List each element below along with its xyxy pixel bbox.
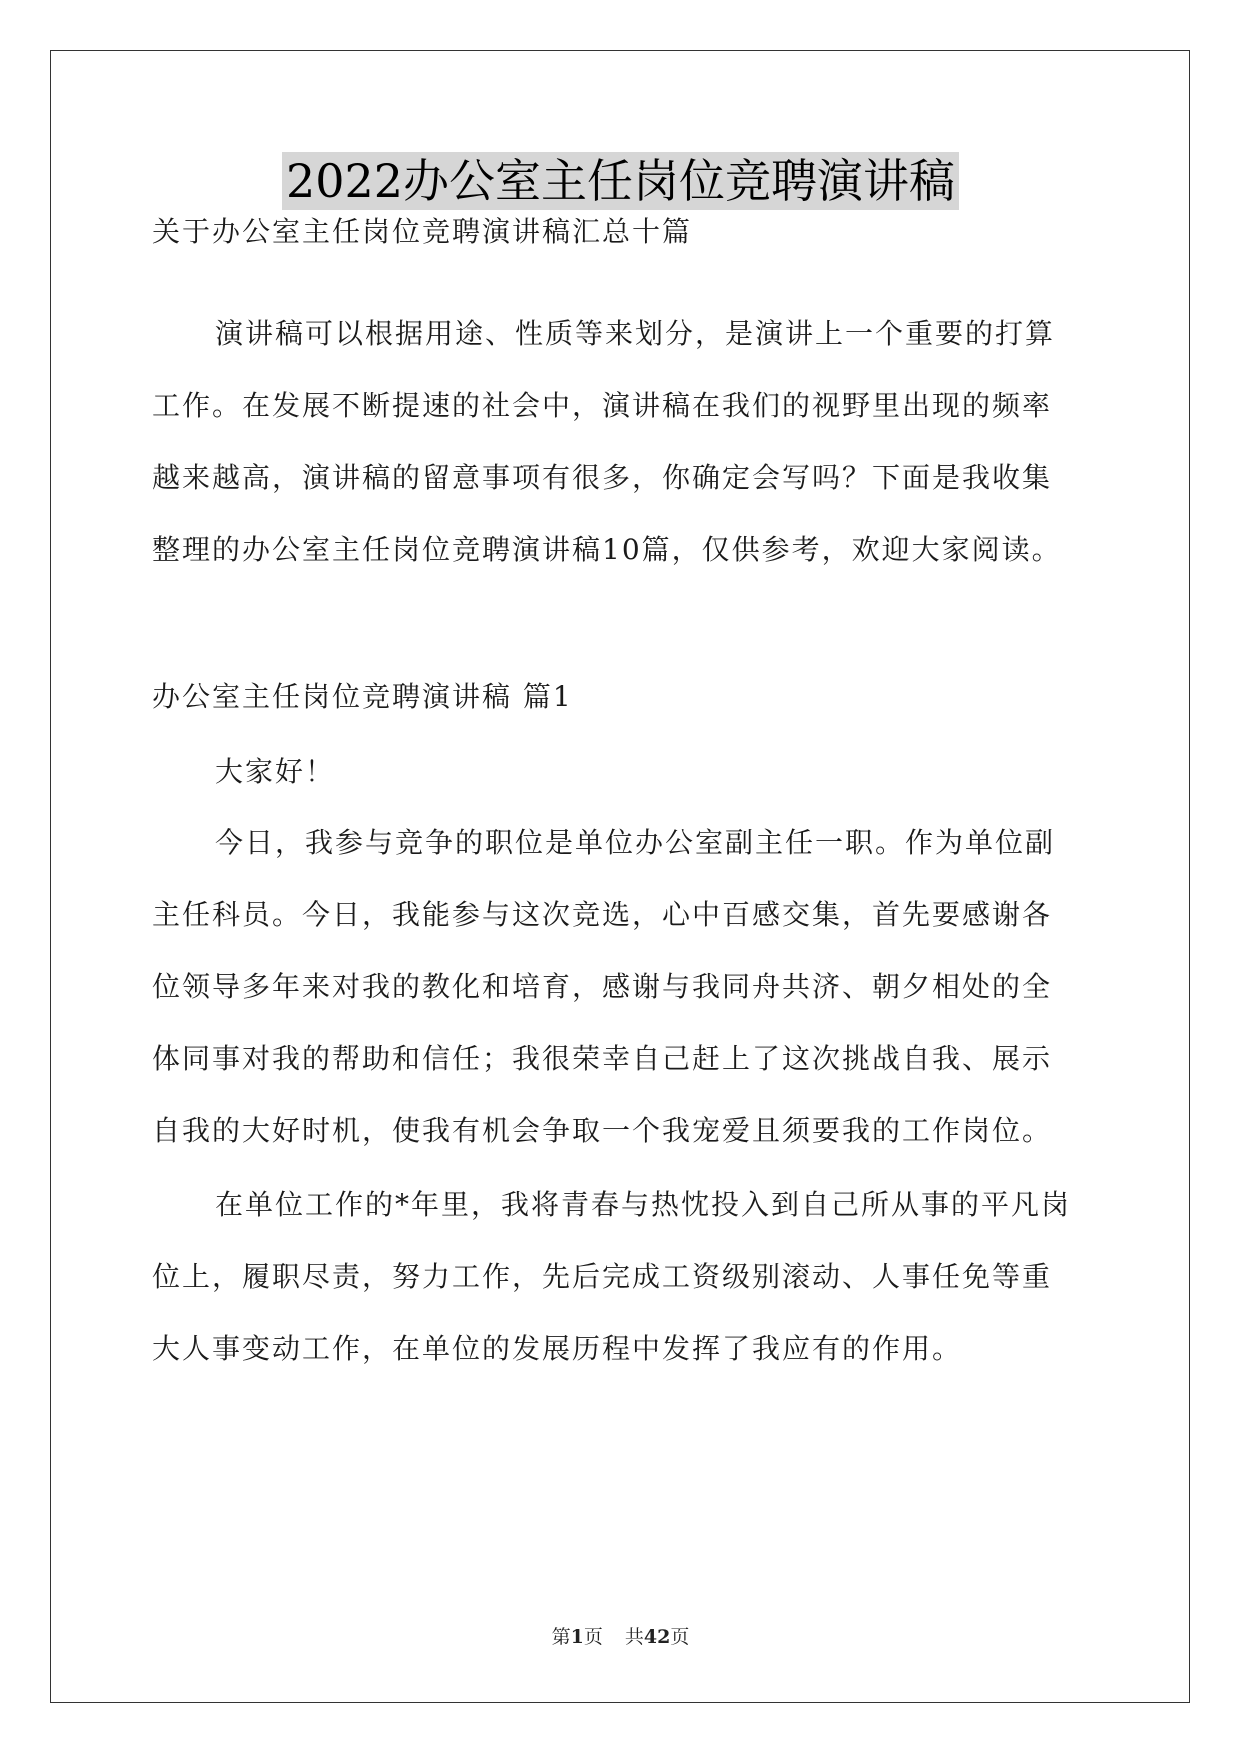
page-prefix: 第 [551, 1626, 571, 1648]
intro-line-2: 工作。在发展不断提速的社会中，演讲稿在我们的视野里出现的频率 [152, 389, 1053, 422]
section-heading: 办公室主任岗位竞聘演讲稿 篇1 [152, 680, 573, 713]
page-number-footer [0, 1625, 1241, 1649]
page-suffix: 页 [583, 1626, 603, 1648]
paragraph1-line-3: 位领导多年来对我的教化和培育，感谢与我同舟共济、朝夕相处的全 [152, 970, 1053, 1003]
paragraph2-line-2: 位上，履职尽责，努力工作，先后完成工资级别滚动、人事任免等重 [152, 1260, 1053, 1293]
document-subtitle: 关于办公室主任岗位竞聘演讲稿汇总十篇 [152, 215, 693, 248]
document-title [0, 152, 1241, 210]
page-current: 1 [570, 1626, 584, 1648]
paragraph1-line-1: 今日，我参与竞争的职位是单位办公室副主任一职。作为单位副 [215, 826, 1056, 859]
paragraph1-line-4: 体同事对我的帮助和信任；我很荣幸自己赶上了这次挑战自我、展示 [152, 1042, 1053, 1075]
paragraph1-line-5: 自我的大好时机，使我有机会争取一个我宠爱且须要我的工作岗位。 [152, 1114, 1053, 1147]
document-title-text: 2022办公室主任岗位竞聘演讲稿 [282, 152, 959, 210]
paragraph1-line-2: 主任科员。今日，我能参与这次竞选，心中百感交集，首先要感谢各 [152, 898, 1053, 931]
paragraph2-line-3: 大人事变动工作，在单位的发展历程中发挥了我应有的作用。 [152, 1332, 963, 1365]
greeting: 大家好！ [215, 755, 336, 788]
paragraph2-line-1: 在单位工作的*年里，我将青春与热忱投入到自己所从事的平凡岗 [215, 1188, 1072, 1221]
total-prefix: 共 [624, 1626, 644, 1648]
page-total: 42 [643, 1626, 671, 1648]
intro-line-3: 越来越高，演讲稿的留意事项有很多，你确定会写吗？下面是我收集 [152, 461, 1053, 494]
total-suffix: 页 [670, 1626, 690, 1648]
intro-line-4: 整理的办公室主任岗位竞聘演讲稿10篇，仅供参考，欢迎大家阅读。 [152, 533, 1062, 566]
intro-line-1: 演讲稿可以根据用途、性质等来划分，是演讲上一个重要的打算 [215, 317, 1056, 350]
page-border [50, 50, 1190, 1703]
